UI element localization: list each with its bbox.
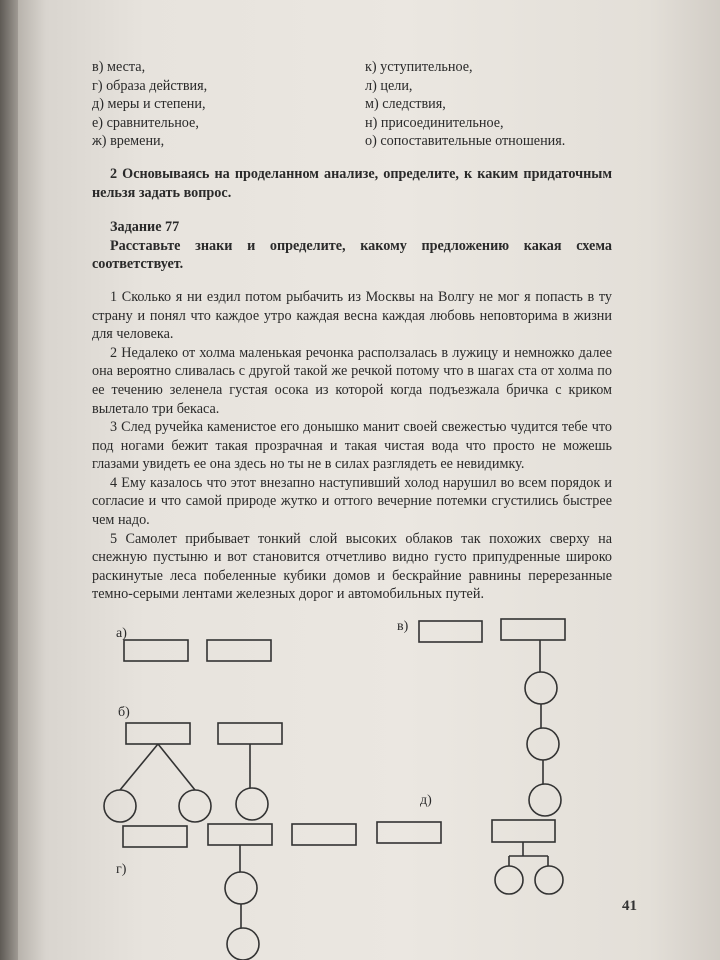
scheme-g-box-1 [123, 826, 187, 847]
question-2: 2 Основываясь на проделанном анализе, определите, к каким придаточным нельзя задать вопрос. [92, 165, 612, 201]
scheme-v-box-2 [501, 619, 565, 640]
page-number: 41 [622, 898, 637, 914]
task-title: Задание 77 [110, 219, 180, 236]
option-item: л) цели, [365, 77, 413, 94]
scheme-g-box-3 [292, 824, 356, 845]
scheme-v-circle [529, 784, 561, 816]
scheme-b-box-1 [126, 723, 190, 744]
scheme-g-box-4 [377, 822, 441, 843]
option-item: ж) времени, [92, 133, 165, 150]
scheme-g-circle [227, 928, 259, 960]
sentence-item: 2 Недалеко от холма маленькая речонка расползалась в лужицу и немножко далее она вероятно сливалась с другой такой же речкой потому что в шагах ста от холма по ее течению зеленела густая осока из которой когда подъезжала бричка с криком вылетало три бекаса. [92, 344, 612, 417]
scheme-b-link [120, 744, 158, 790]
option-item: г) образа действия, [92, 77, 208, 94]
scheme-a-box-1 [124, 640, 188, 661]
scheme-label-g: г) [116, 862, 127, 877]
scheme-label-v: в) [397, 619, 409, 634]
scheme-a-box-2 [207, 640, 271, 661]
scheme-v-circle [527, 728, 559, 760]
scheme-label-a: а) [116, 626, 127, 641]
scheme-b-box-2 [218, 723, 282, 744]
sentence-item: 1 Сколько я ни ездил потом рыбачить из Москвы на Волгу не мог я попасть в ту страну и понял что каждое утро каждая весна каждая любовь неповторима в жизни для человека. [92, 288, 612, 343]
option-item: е) сравнительное, [92, 114, 199, 131]
option-item: м) следствия, [365, 96, 446, 113]
scheme-g-circle [225, 872, 257, 904]
scheme-g-box-2 [208, 824, 272, 845]
scheme-b-link [158, 744, 195, 790]
sentence-item: 3 След ручейка каменистое его донышко манит своей свежестью чудится тебе что под ногами бежит такая прозрачная и такая чистая вода что просто не можешь глазами увидеть ее она здесь но ты не в силах разглядеть ее невидимку. [92, 419, 612, 473]
option-item: н) присоединительное, [365, 114, 504, 131]
scheme-b-circle [104, 790, 136, 822]
option-item: в) места, [92, 59, 146, 75]
scheme-label-d: д) [420, 793, 432, 808]
sentence-item: 5 Самолет прибывает тонкий слой высоких облаков так похожих сверху на снежную пустыню и вот становится отчетливо видно густо припудренные широко раскинутые леса побеленные кубики домов и бескрайние равнины перерезанные темно-серыми лентами железных дорог и автомобильных путей. [92, 530, 612, 603]
scheme-b-circle [236, 788, 268, 820]
scheme-b-circle [179, 790, 211, 822]
option-item: о) сопоставительные отношения. [365, 133, 566, 150]
scheme-d-circle [495, 866, 523, 894]
option-item: к) уступительное, [365, 59, 473, 75]
scheme-label-b: б) [118, 705, 130, 720]
sentence-item: 4 Ему казалось что этот внезапно наступивший холод нарушил во всем порядок и согласие и что самой природе жутко и оттого вечерние потемки сгустились быстрее чем надо. [92, 474, 612, 529]
option-item: д) меры и степени, [92, 96, 206, 113]
scheme-d-circle [535, 866, 563, 894]
scheme-d-box-1 [492, 820, 555, 842]
task-instruction: Расставьте знаки и определите, какому предложению какая схема соответствует. [92, 237, 612, 273]
scheme-v-box-1 [419, 621, 482, 642]
scheme-v-circle [525, 672, 557, 704]
